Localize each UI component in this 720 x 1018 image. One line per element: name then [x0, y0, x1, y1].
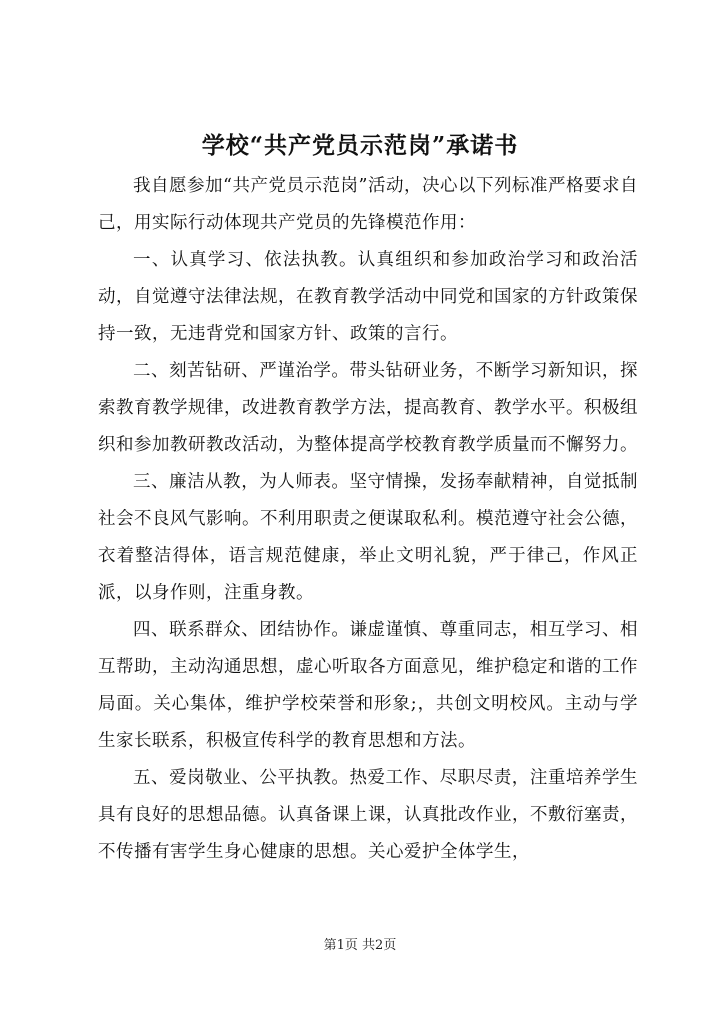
page-footer: [0, 936, 720, 956]
paragraph-5-dedication: 五、爱岗敬业、公平执教。热爱工作、尽职尽责，注重培养学生具有良好的思想品德。认真备课上课，认真批改作业，不敷衍塞责，不传播有害学生身心健康的思想。关心爱护全体学生，: [98, 768, 638, 862]
paragraph-2-research: 二、刻苦钻研、严谨治学。带头钻研业务，不断学习新知识，探索教育教学规律，改进教育教学方法，提高教育、教学水平。积极组织和参加教研教改活动，为整体提高学校教育教学质量而不懈努力。: [98, 361, 638, 455]
document-body: [98, 168, 638, 871]
paragraph-intro: 我自愿参加“共产党员示范岗”活动，决心以下列标准严格要求自己，用实际行动体现共产党员的先锋模范作用：: [98, 176, 638, 233]
paragraph-4-cooperation: 四、联系群众、团结协作。谦虚谨慎、尊重同志，相互学习、相互帮助，主动沟通思想，虚心听取各方面意见，维护稳定和谐的工作局面。关心集体，维护学校荣誉和形象;，共创文明校风。主动与学生家长联系，积极宣传科学的教育思想和方法。: [98, 620, 638, 751]
paragraph-3-integrity: 三、廉洁从教，为人师表。坚守情操，发扬奉献精神，自觉抵制社会不良风气影响。不利用职责之便谋取私利。模范遵守社会公德，衣着整洁得体，语言规范健康，举止文明礼貌，严于律己，作风正派，以身作则，注重身教。: [98, 472, 638, 603]
paragraph-1-study: 一、认真学习、依法执教。认真组织和参加政治学习和政治活动，自觉遵守法律法规，在教育教学活动中同党和国家的方针政策保持一致，无违背党和国家方针、政策的言行。: [98, 250, 638, 344]
page-title: 学校“共产党员示范岗”承诺书: [201, 132, 519, 159]
page-number-label: 第1页 共2页: [323, 938, 397, 953]
